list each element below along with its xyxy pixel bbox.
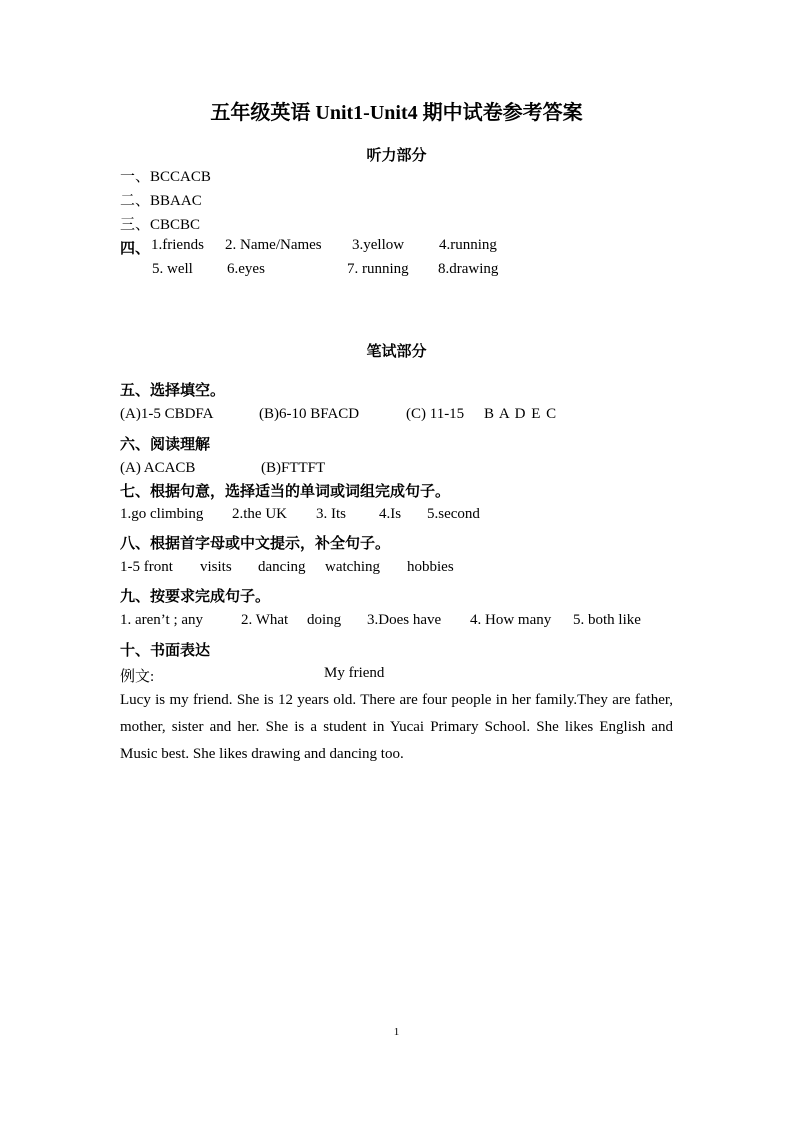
answer-item: 2. What — [241, 612, 289, 628]
section-10-heading: 十、书面表达 — [120, 643, 211, 659]
example-label: 例文: — [120, 669, 155, 685]
answer-item: B A D E C — [484, 406, 558, 422]
page-title: 五年级英语 Unit1-Unit4 期中试卷参考答案 — [210, 102, 583, 124]
answer-item: (B)FTTFT — [261, 460, 326, 476]
answer-item: 2. Name/Names — [225, 237, 322, 253]
section-6-answers — [120, 460, 680, 480]
answer-item: 3.yellow — [352, 237, 405, 253]
section-6-heading: 六、阅读理解 — [120, 437, 211, 453]
written-heading: 笔试部分 — [366, 344, 427, 360]
listening-part4-row1 — [120, 237, 680, 257]
answer-item: (B)6-10 BFACD — [259, 406, 360, 422]
answer-item: 4.Is — [379, 506, 402, 522]
answer-label: 三、 — [120, 217, 151, 233]
listening-answer-1 — [120, 165, 211, 186]
answer-label: 二、 — [120, 193, 151, 209]
answer-item: 5. both like — [573, 612, 641, 628]
answer-item: 5.second — [427, 506, 480, 522]
answer-item: visits — [200, 559, 232, 575]
listening-answer-3 — [120, 213, 200, 234]
essay-body: Lucy is my friend. She is 12 years old. There are four people in her family.They are father, mother, sister and her. She is a student in Yucai Primary School. She likes English and Music best. She likes drawing and dancing too. — [120, 692, 673, 762]
answer-item: 1.friends — [151, 237, 204, 253]
section-9-heading: 九、按要求完成句子。 — [120, 589, 271, 605]
answer-item: 4.running — [439, 237, 497, 253]
listening-heading: 听力部分 — [366, 148, 427, 164]
answer-item: 3.Does have — [367, 612, 442, 628]
answer-item: 2.the UK — [232, 506, 287, 522]
answer-item: doing — [307, 612, 342, 628]
section-8-heading: 八、根据首字母或中文提示，补全句子。 — [120, 536, 391, 552]
answer-item: 3. Its — [316, 506, 346, 522]
section-7-heading: 七、根据句意，选择适当的单词或词组完成句子。 — [120, 484, 451, 500]
essay-header — [120, 665, 680, 685]
answer-item: (A) ACACB — [120, 460, 196, 476]
answer-item: dancing — [258, 559, 306, 575]
answer-item: 5. well — [152, 261, 193, 277]
answer-value: BBAAC — [150, 193, 202, 209]
listening-part4-row2 — [120, 261, 680, 281]
answer-item: 1. aren’t ; any — [120, 612, 204, 628]
listening-answer-2 — [120, 189, 202, 210]
answer-value: BCCACB — [150, 169, 211, 185]
page-number: 1 — [393, 1026, 400, 1038]
answer-item: (A)1-5 CBDFA — [120, 406, 214, 422]
section-9-answers — [120, 612, 680, 632]
answer-label: 四、 — [120, 241, 151, 257]
answer-item: watching — [325, 559, 380, 575]
essay-title: My friend — [324, 665, 385, 681]
answer-item: hobbies — [407, 559, 454, 575]
answer-item: 4. How many — [470, 612, 552, 628]
answer-item: 7. running — [347, 261, 409, 277]
answer-item: 1.go climbing — [120, 506, 204, 522]
answer-item: (C) 11-15 — [406, 406, 465, 422]
answer-item: 8.drawing — [438, 261, 499, 277]
answer-item: 6.eyes — [227, 261, 265, 277]
answer-label: 一、 — [120, 169, 151, 185]
section-7-answers — [120, 506, 680, 526]
section-8-answers — [120, 559, 680, 579]
answer-value: CBCBC — [150, 217, 201, 233]
section-5-answers — [120, 406, 680, 426]
answer-item: 1-5 front — [120, 559, 173, 575]
section-5-heading: 五、选择填空。 — [120, 383, 226, 399]
